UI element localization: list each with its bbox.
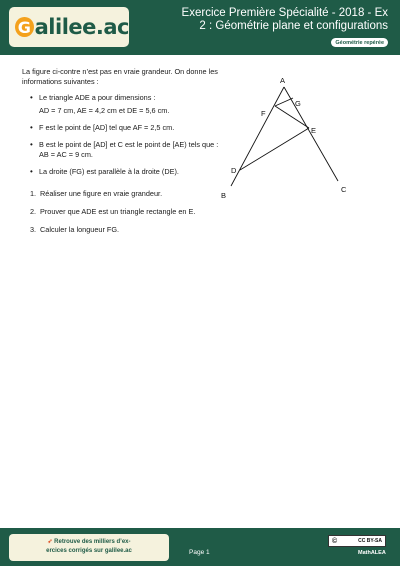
geometry-figure [214,70,364,210]
rocket-icon: ➶ [47,539,53,545]
license-text: CC BY-SA [358,538,382,544]
line-AB [231,87,284,186]
promo-line-1: ➶ Retrouve des milliers d’ex- [47,539,131,545]
label-A: A [280,76,286,85]
intro-text: La figure ci-contre n’est pas en vraie grandeur. On donne les informations suivantes : [22,67,218,86]
label-G: G [295,99,301,108]
given-item: • Le triangle ADE a pour dimensions : AD = 7 cm, AE = 4,2 cm et DE = 5,6 cm. [30,93,222,116]
promo-line-2: ercices corrigés sur galilee.ac [46,548,132,554]
title-line-2: 2 : Géométrie plane et configurations [199,20,388,32]
logo-g-icon: G [15,17,34,37]
question-item: 3. Calculer la longueur FG. [30,225,120,234]
header-bar [0,0,400,55]
given-item: • La droite (FG) est parallèle à la droite (DE). [30,167,222,177]
promo-box[interactable] [9,534,169,561]
question-item: 2. Prouver que ADE est un triangle rectangle en E. [30,207,196,216]
question-item: 1. Réaliser une figure en vraie grandeur. [30,189,163,198]
page-number: Page 1 [189,549,210,556]
footer-bar [0,528,400,566]
label-E: E [311,126,317,135]
label-D: D [231,166,237,175]
topic-tag: Géométrie repérée [331,38,388,47]
title-line-1: Exercice Première Spécialité - 2018 - Ex [181,7,388,19]
logo-text: alilee.ac [34,15,129,39]
given-info-list [30,93,222,177]
label-F: F [261,109,266,118]
label-B: B [221,191,227,200]
cc-icon: © [332,537,338,545]
dimensions-text: AD = 7 cm, AE = 4,2 cm et DE = 5,6 cm. [39,106,170,115]
question-list [30,189,222,235]
given-item: • F est le point de [AD] tel que AF = 2,5 cm. [30,123,222,133]
exercise-title [138,7,388,33]
exercise-content [22,67,222,243]
segment-FE [275,106,309,128]
license-badge[interactable] [328,535,386,547]
label-C: C [341,185,347,194]
mathalea-brand: MathALEA [358,550,386,556]
given-item: • B est le point de [AD] et C est le point de [AE) tels que : AB = AC = 9 cm. [30,140,222,160]
galilee-logo[interactable] [9,7,129,47]
